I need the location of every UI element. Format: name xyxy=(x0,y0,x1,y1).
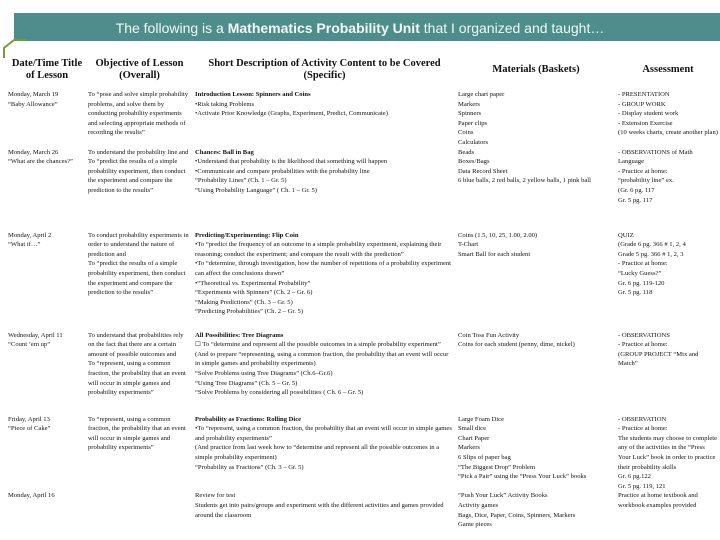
assessment-line: Gr. 5 pg. 119, 121 xyxy=(618,482,666,490)
assessment-line: Gr. 6 pg. 119-120 xyxy=(618,279,665,287)
header-materials: Materials (Baskets) xyxy=(492,64,580,75)
materials-cell xyxy=(456,148,616,231)
assessment-line: - PRESENTATION xyxy=(618,91,670,98)
description-cell xyxy=(193,491,456,529)
description-cell xyxy=(193,415,456,492)
materials-line: T-Chart xyxy=(458,241,479,249)
objective-line: To “predict the results of a simple probability experiment, then conduct the experiment and compare the prediction to the results” xyxy=(88,260,186,297)
description-line: “Solve Problems by considering all possibilities ( Ch. 6 – Gr. 5) xyxy=(195,389,364,397)
description-cell xyxy=(193,90,456,148)
materials-line: Activity games xyxy=(458,501,499,509)
date-title-cell xyxy=(8,491,86,529)
assessment-cell xyxy=(616,148,720,231)
table-row xyxy=(8,415,720,492)
materials-line: Markers xyxy=(458,100,480,108)
objective-line: To “represent, using a common fraction, the probability that an event will occur in simple games and probability experiments” xyxy=(88,360,186,397)
assessment-line: - Practice at home: xyxy=(618,167,668,175)
description-line: “Solve Problems using Tree Diagrams” (Ch.6–Gr.6) xyxy=(195,369,333,377)
assessment-cell xyxy=(616,231,720,331)
materials-line: Calculators xyxy=(458,138,489,146)
date-title-line: Monday, April 2 xyxy=(8,231,52,239)
date-title-line: Monday, March 26 xyxy=(8,148,59,156)
assessment-line: - Practice at home: xyxy=(618,260,668,268)
materials-cell xyxy=(456,415,616,492)
date-title-cell xyxy=(8,90,86,148)
assessment-line: - Extension Exercise xyxy=(618,119,673,127)
header-assessment: Assessment xyxy=(642,64,694,75)
description-line: ☐ To “determine and represent all the possible outcomes in a simple probability experiment” xyxy=(195,341,441,349)
table-header-row xyxy=(8,50,720,90)
table-row xyxy=(8,90,720,148)
header-date-title: Date/Time Title of Lesson xyxy=(11,58,83,81)
description-line: Probability as Fractions: Rolling Dice xyxy=(195,415,302,423)
date-title-cell xyxy=(8,331,86,415)
banner-title-emphasis: Mathematics Probability Unit xyxy=(227,20,420,36)
description-line: Introduction Lesson: Spinners and Coins xyxy=(195,91,311,98)
assessment-cell xyxy=(616,491,720,529)
assessment-line: - Practice at home: xyxy=(618,425,668,433)
materials-cell xyxy=(456,491,616,529)
date-title-line: Monday, March 19 xyxy=(8,91,59,98)
materials-cell xyxy=(456,331,616,415)
description-line: •To “determine, through investigation, how the number of repetitions of a probability experiment can affect the conclusions drawn” xyxy=(195,260,452,277)
materials-line: Coins (1.5, 10, 25, 1.00, 2.00) xyxy=(458,231,538,239)
table-row xyxy=(8,491,720,529)
lesson-plan-table xyxy=(8,50,720,530)
assessment-line: (GROUP PROJECT “Mix and Match” xyxy=(618,350,699,368)
objective-line: To “represent, using a common fraction, the probability that an event will occur in simple games and probability experiments” xyxy=(88,415,186,452)
description-line: (And to prepare “representing, using a common fraction, the probability that an event will occur in simple games and probability experiments) xyxy=(195,350,449,368)
date-title-line: Wednesday, April 11 xyxy=(8,331,63,339)
assessment-line: - Practice at home: xyxy=(618,341,668,349)
description-cell xyxy=(193,231,456,331)
assessment-line: (Gr. 6 pg. 117 xyxy=(618,186,655,194)
description-line: “Making Predictions” (Ch. 3 – Gr. 5) xyxy=(195,298,293,306)
materials-line: “Push Your Luck” Activity Books xyxy=(458,492,548,500)
date-title-line: “What if…” xyxy=(8,241,41,249)
table-row xyxy=(8,148,720,231)
assessment-line: “probability line” ex. xyxy=(618,177,674,185)
assessment-line: The students may choose to complete any of the activities in the “Press Your Luck” book in order to practice their probability skills xyxy=(618,434,718,471)
date-title-line: Friday, April 13 xyxy=(8,415,50,423)
materials-line: “Pick a Pair” using the “Press Your Luck” books xyxy=(458,473,587,481)
description-line: •“Theoretical vs. Experimental Probability” xyxy=(195,279,311,287)
assessment-line: - OBSERVATIONS xyxy=(618,331,670,339)
materials-line: Game pieces xyxy=(458,521,492,529)
materials-line: Coins for each student (penny, dime, nickel) xyxy=(458,341,575,349)
description-line: “Predicting Probabilities” (Ch. 2 – Gr. 5) xyxy=(195,308,304,316)
description-line: •To “predict the frequency of an outcome in a simple probability experiment, explaining their reasoning; conduct the experiment; and compare the result with the prediction” xyxy=(195,241,442,258)
materials-line: Chart Paper xyxy=(458,434,490,442)
objective-line: To “predict the results of a simple probability experiment, then conduct the experiment and compare the prediction to the results” xyxy=(88,158,186,194)
description-line: “Using Tree Diagrams” (Ch. 5 – Gr. 5) xyxy=(195,379,298,387)
description-line: “Probability Lines” (Ch. 1 – Gr. 5) xyxy=(195,177,287,185)
assessment-line: - OBSERVATION xyxy=(618,415,667,423)
materials-line: 6 Slips of paper bag xyxy=(458,453,511,461)
description-line: Students get into pairs/groups and experiment with the different activities and games provided around the classroom xyxy=(195,501,444,519)
objective-cell xyxy=(86,331,193,415)
date-title-cell xyxy=(8,148,86,231)
materials-line: Coin Toss Fun Activity xyxy=(458,331,520,339)
date-title-line: “Baby Allowance” xyxy=(8,100,58,108)
assessment-line: “Lucky Guess?” xyxy=(618,269,662,277)
assessment-cell xyxy=(616,90,720,148)
description-line: •Activate Prior Knowledge (Graphs, Experiment, Predict, Communicate) xyxy=(195,110,388,118)
assessment-line: - GROUP WORK xyxy=(618,100,666,108)
assessment-cell xyxy=(616,415,720,492)
date-title-cell xyxy=(8,415,86,492)
materials-line: Bags, Dice, Paper, Coins, Spinners, Markers xyxy=(458,511,576,519)
description-line: “Probability as Fractions” (Ch. 3 – Gr. 5) xyxy=(195,463,304,471)
materials-cell xyxy=(456,231,616,331)
assessment-line: Gr. 5 pg. 118 xyxy=(618,289,653,297)
materials-line: Paper clips xyxy=(458,119,488,127)
assessment-line: - Display student work xyxy=(618,110,679,118)
assessment-line: Grade 5 pg. 366 # 1, 2, 3 xyxy=(618,250,684,258)
objective-line: To understand the probability line and xyxy=(88,148,189,156)
assessment-line: QUIZ xyxy=(618,231,634,239)
assessment-cell xyxy=(616,331,720,415)
materials-line: Smart Ball for each student xyxy=(458,250,531,258)
materials-line: 6 blue balls, 2 red balls, 2 yellow balls, 1 pink ball xyxy=(458,177,591,185)
date-title-cell xyxy=(8,231,86,331)
date-title-line: “Count ’em up” xyxy=(8,341,51,349)
materials-line: “The Biggest Drop” Problem xyxy=(458,463,536,471)
objective-line: To conduct probability experiments in order to understand the nature of prediction and xyxy=(88,231,189,258)
description-line: •Communicate and compare probabilities with the probability line xyxy=(195,167,370,175)
materials-line: Coins xyxy=(458,129,474,137)
assessment-line: Gr. 5 pg. 117 xyxy=(618,196,653,204)
objective-cell xyxy=(86,415,193,492)
description-cell xyxy=(193,148,456,231)
objective-cell xyxy=(86,90,193,148)
description-line: (And practice from last week how to “determine and represent all the possible outcomes in a simple probability experiment) xyxy=(195,444,440,461)
assessment-line: Practice at home textbook and workbook examples provided xyxy=(618,492,698,509)
description-line: •To “represent, using a common fraction, the probability that an event will occur in simple games and probability experiments” xyxy=(195,425,452,442)
assessment-line: (10 weeks charts, create another plan) xyxy=(618,129,718,137)
description-line: •Risk taking Problems xyxy=(195,100,255,108)
description-cell xyxy=(193,331,456,415)
materials-line: Small dice xyxy=(458,425,487,433)
materials-line: Data Record Sheet xyxy=(458,167,508,175)
date-title-line: “Piece of Cake” xyxy=(8,425,51,433)
materials-line: Spinners xyxy=(458,110,482,118)
materials-line: Large chart paper xyxy=(458,91,505,98)
date-title-line: “What are the chances?” xyxy=(8,158,73,166)
materials-line: Beads xyxy=(458,148,475,156)
banner-title: The following is a Mathematics Probability Unit that I organized and taught… xyxy=(115,20,605,36)
description-line: Chances: Ball in Bag xyxy=(195,148,254,156)
materials-line: Boxes/Bags xyxy=(458,158,490,166)
table-row xyxy=(8,231,720,331)
description-line: “Experiments with Spinners” (Ch. 2 – Gr. 6) xyxy=(195,289,313,297)
objective-cell xyxy=(86,491,193,529)
description-line: •Understand that probability is the likelihood that something will happen xyxy=(195,158,388,166)
description-line: All Possibilities: Tree Diagrams xyxy=(195,331,284,339)
description-line: Review for test xyxy=(195,492,236,500)
materials-line: Markers xyxy=(458,444,480,452)
assessment-line: Gr. 6 pg.122 xyxy=(618,473,651,481)
objective-cell xyxy=(86,148,193,231)
description-line: “Using Probability Language” ( Ch. 1 – Gr. 5) xyxy=(195,186,317,194)
header-description: Short Description of Activity Content to be Covered (Specific) xyxy=(208,58,441,81)
header-objective: Objective of Lesson (Overall) xyxy=(95,58,184,81)
description-line: Predicting/Experimenting: Flip Coin xyxy=(195,231,299,239)
objective-line: To “pose and solve simple probability problems, and solve them by conducting probability experiments and selecting appropriate methods of recording the results” xyxy=(88,91,189,137)
materials-cell xyxy=(456,90,616,148)
table-row xyxy=(8,331,720,415)
date-title-line: Monday, April 16 xyxy=(8,492,55,500)
objective-line: To understand that probabilities rely on the fact that there are a certain amount of possible outcomes and xyxy=(88,331,184,358)
objective-cell xyxy=(86,231,193,331)
materials-line: Large Foam Dice xyxy=(458,415,505,423)
assessment-line: (Grade 6 pg. 366 # 1, 2, 4 xyxy=(618,241,686,249)
assessment-line: - OBSERVATIONS of Math Language xyxy=(618,148,693,166)
